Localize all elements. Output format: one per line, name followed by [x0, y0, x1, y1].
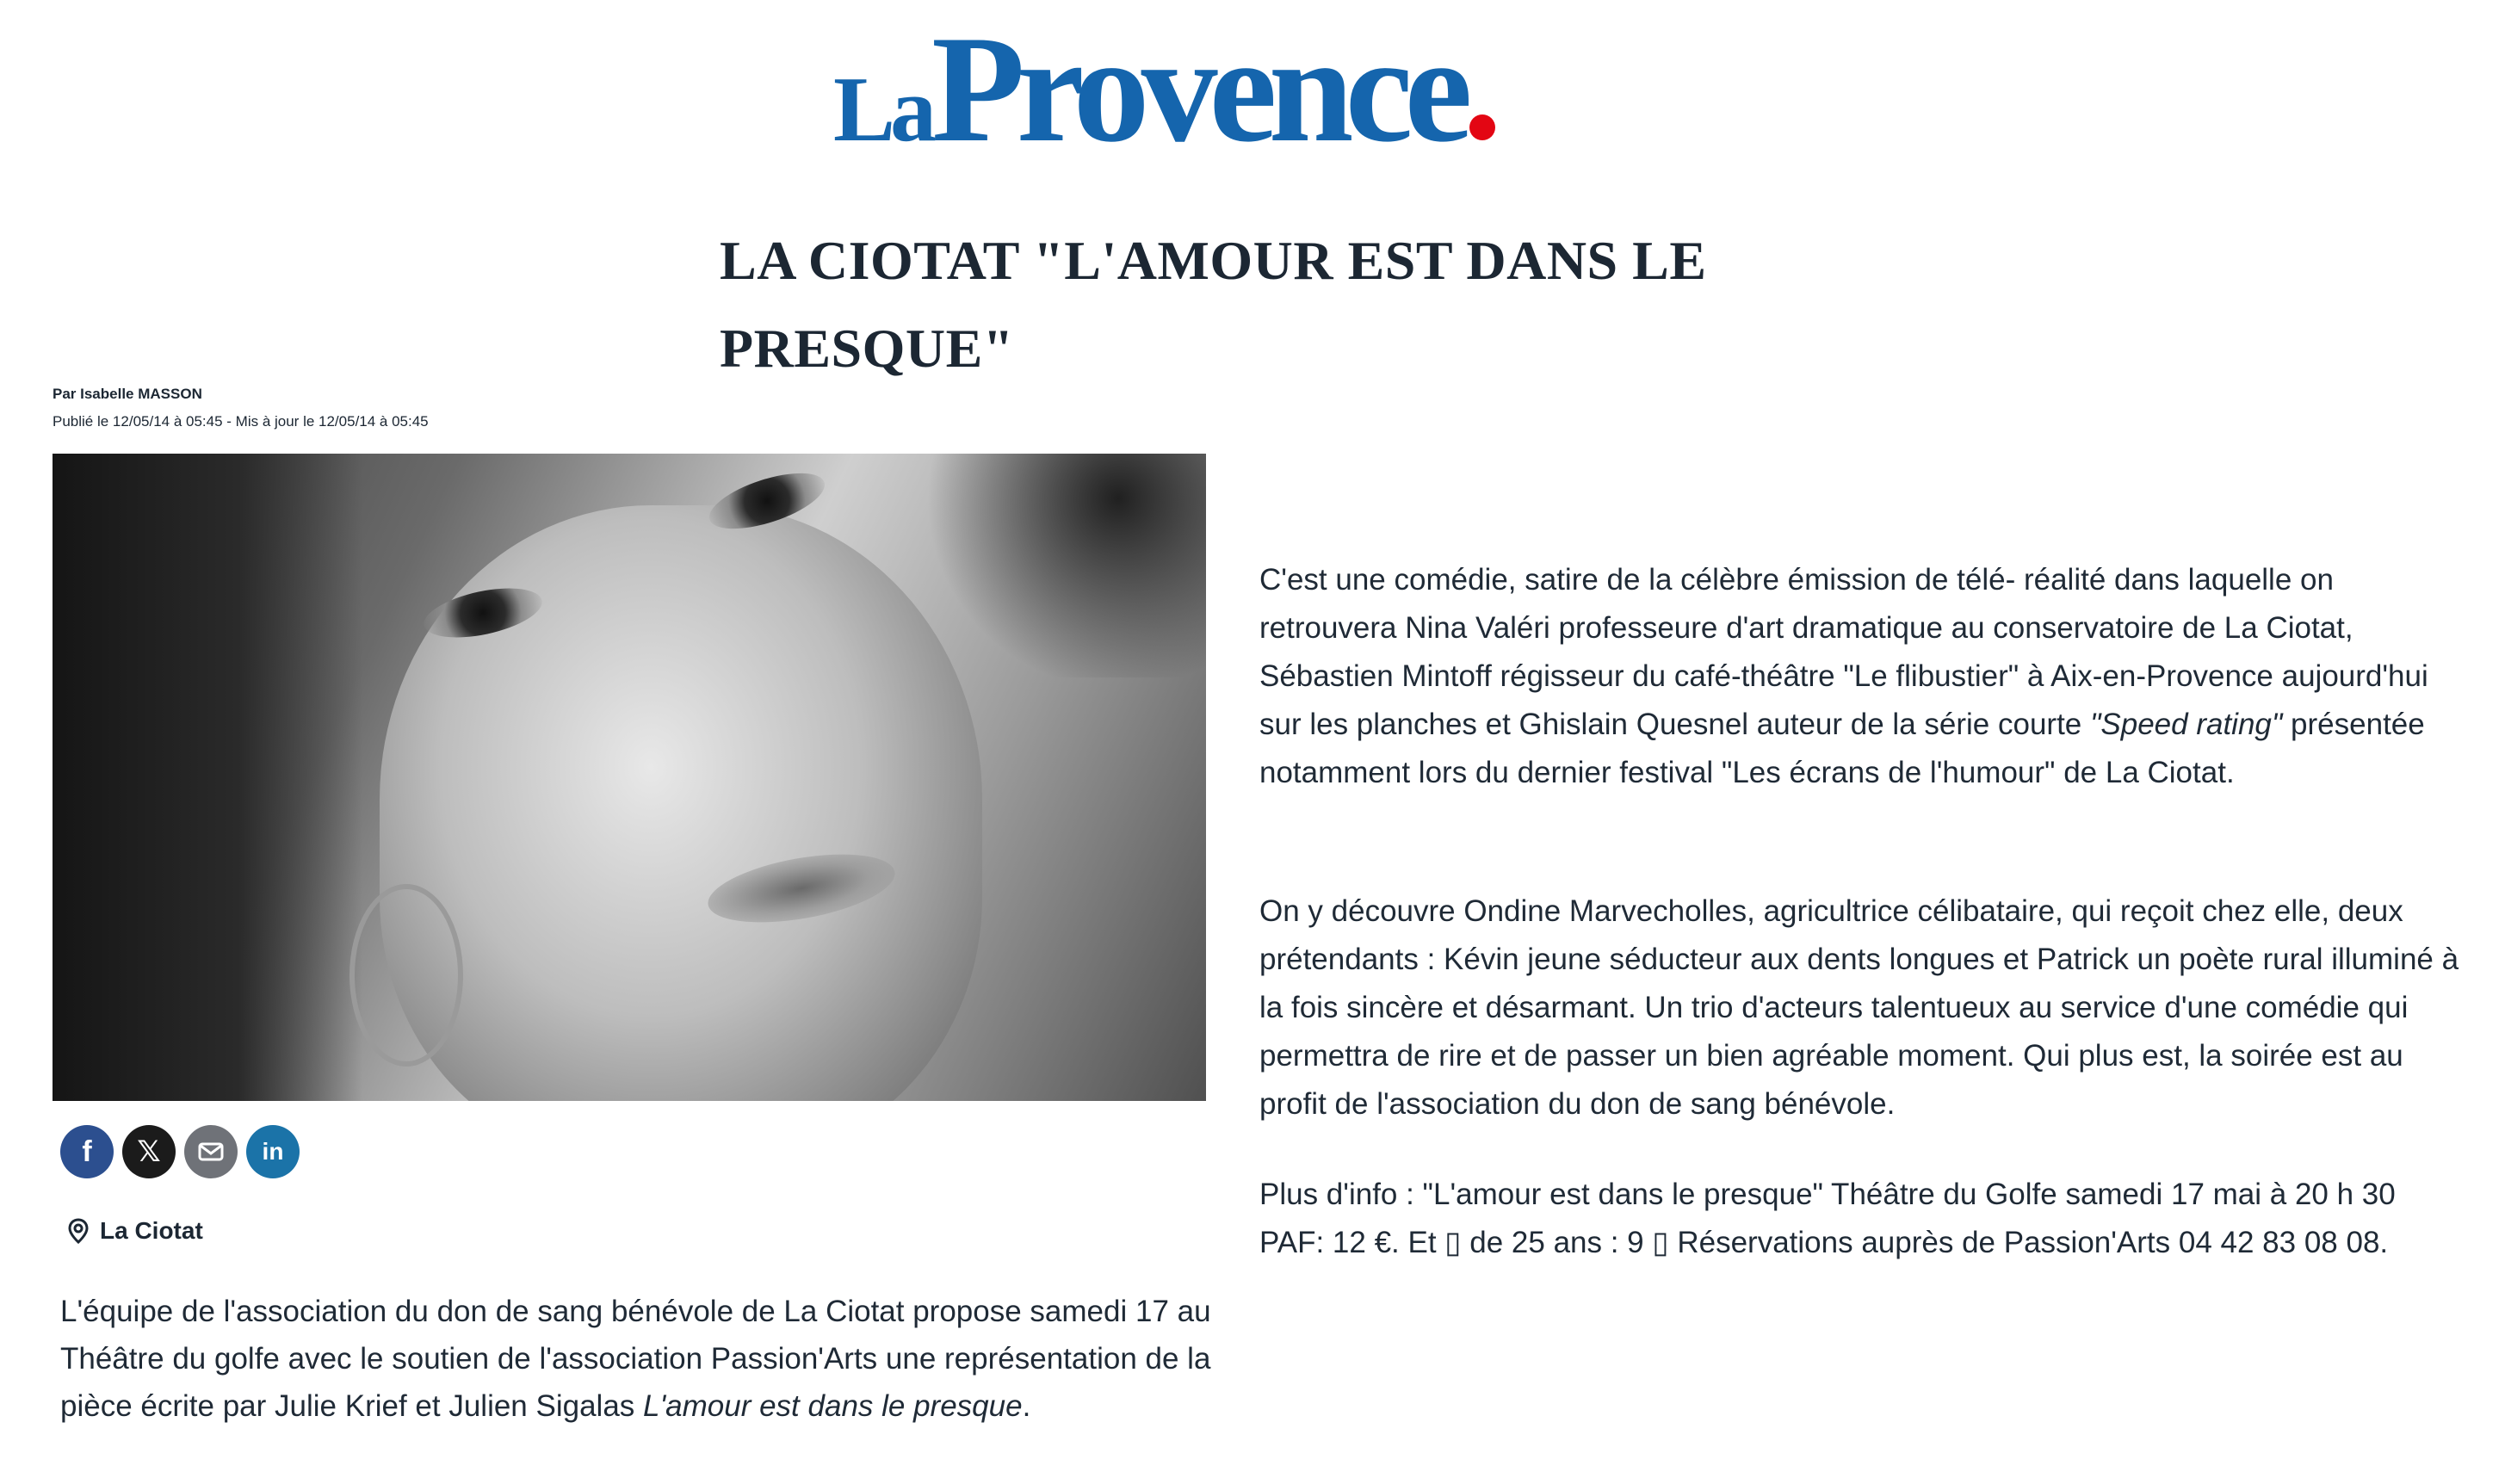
article-lead	[60, 1288, 1214, 1430]
article-title: LA CIOTAT "L'AMOUR EST DANS LE PRESQUE"	[720, 230, 1707, 379]
photo-hair-highlight	[913, 454, 1206, 677]
share-bar	[60, 1125, 300, 1178]
mail-icon	[198, 1142, 224, 1161]
article-paragraph-2: On y découvre Ondine Marvecholles, agricultrice célibataire, qui reçoit chez elle, deux prétendants : Kévin jeune séducteur aux dents longues et Patrick un poète rural illuminé à la fois sincère et désarmant. Un trio d'acteurs talentueux au service d'une comédie qui permettra de rire et de passer un bien agréable moment. Qui plus est, la soirée est au profit de l'association du don de sang bénévole.	[1259, 894, 2459, 1121]
photo-earring	[349, 884, 463, 1067]
lead-end: .	[1022, 1389, 1031, 1423]
location-pin-icon	[67, 1218, 90, 1244]
linkedin-icon: in	[262, 1138, 284, 1165]
facebook-share-button[interactable]	[60, 1125, 114, 1178]
lead-italic-title: L'amour est dans le presque	[643, 1389, 1023, 1423]
email-share-button[interactable]	[184, 1125, 238, 1178]
x-icon: 𝕏	[137, 1135, 161, 1168]
facebook-icon: f	[82, 1135, 92, 1168]
article-paragraph-3: Plus d'info : "L'amour est dans le presque" Théâtre du Golfe samedi 17 mai à 20 h 30 PAF: 12 €. Et ▯ de 25 ans : 9 ▯ Réservations auprès de Passion'Arts 04 42 83 08 08.	[1259, 1178, 2396, 1259]
lead-text: L'équipe de l'association du don de sang bénévole de La Ciotat propose samedi 17 au Théâtre du golfe avec le soutien de l'association Passion'Arts une représentation de la pièce écrite par Julie Krief et Julien Sigalas	[60, 1295, 1211, 1423]
x-share-button[interactable]	[122, 1125, 176, 1178]
article-paragraph-1	[1259, 556, 2465, 797]
author-byline: Par Isabelle MASSON	[53, 386, 202, 402]
location-tag[interactable]	[67, 1217, 203, 1245]
paragraph-1-tail: présentée notamment lors du dernier festival "Les écrans de l'humour" de La Ciotat.	[1259, 708, 2425, 789]
publication-date: Publié le 12/05/14 à 05:45 - Mis à jour le 12/05/14 à 05:45	[53, 413, 429, 430]
logo-main: Provence	[931, 3, 1464, 174]
article-photo	[53, 454, 1206, 1101]
logo-prefix: La	[833, 59, 932, 161]
paragraph-1-italic: "Speed rating"	[2089, 708, 2283, 741]
photo-hair-shadow	[53, 454, 362, 1101]
logo-dot	[1469, 114, 1495, 140]
site-logo[interactable]	[833, 3, 1591, 174]
paragraph-1-text: C'est une comédie, satire de la célèbre émission de télé- réalité dans laquelle on retrouvera Nina Valéri professeure d'art dramatique au conservatoire de La Ciotat, Sébastien Mintoff régisseur du café-théâtre "Le flibustier" à Aix-en-Provence aujourd'hui sur les planches et Ghislain Quesnel auteur de la série courte	[1259, 563, 2428, 741]
location-label: La Ciotat	[100, 1217, 203, 1244]
linkedin-share-button[interactable]	[246, 1125, 300, 1178]
